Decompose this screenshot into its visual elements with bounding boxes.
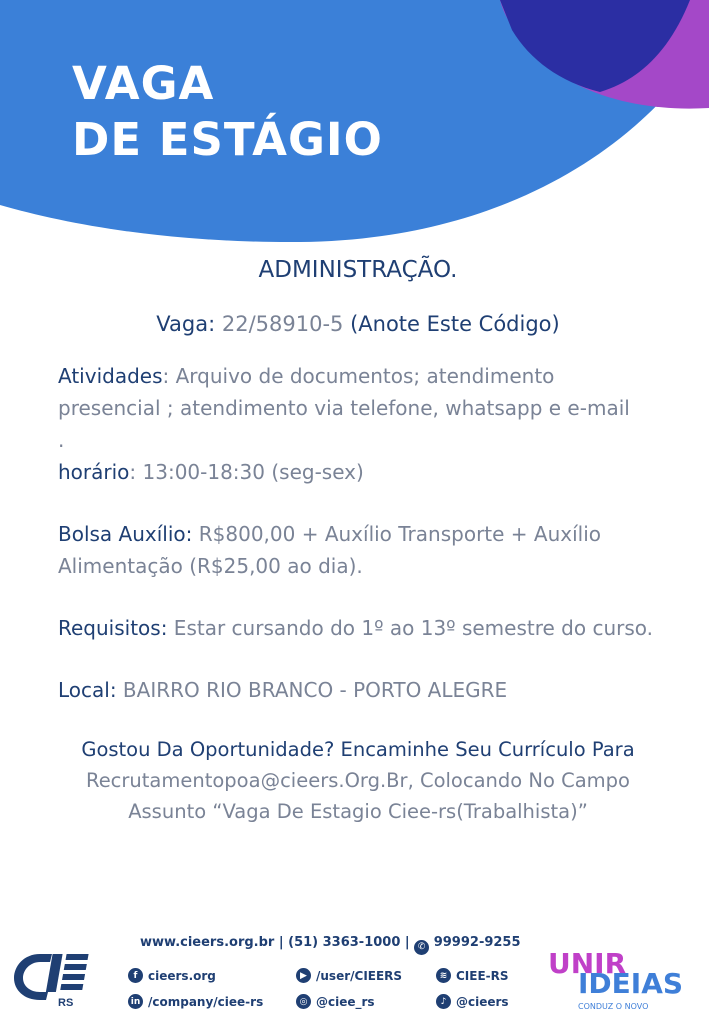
atividades-text: : Arquivo de documentos; atendimento presencial ; atendimento via telefone, whatsapp e e-mail bbox=[58, 364, 630, 420]
vaga-label: Vaga: bbox=[156, 312, 216, 336]
linkedin-link[interactable] bbox=[128, 994, 263, 1009]
vaga-code: 22/58910-5 bbox=[221, 312, 344, 336]
cta-line-1: Gostou Da Oportunidade? Encaminhe Seu Currículo Para bbox=[81, 738, 635, 761]
local-text: BAIRRO RIO BRANCO - PORTO ALEGRE bbox=[116, 678, 508, 702]
requisitos bbox=[58, 612, 658, 644]
tiktok-text: @cieers bbox=[456, 994, 509, 1009]
contact-text[interactable]: www.cieers.org.br | (51) 3363-1000 | bbox=[140, 935, 415, 950]
job-details bbox=[58, 250, 658, 827]
job-title: ADMINISTRAÇÃO. bbox=[258, 257, 458, 283]
page-title bbox=[72, 56, 383, 168]
instagram-icon: ◎ bbox=[296, 994, 311, 1009]
youtube-link[interactable] bbox=[296, 968, 402, 983]
title-line-2: DE ESTÁGIO bbox=[72, 113, 383, 166]
youtube-text: /user/CIEERS bbox=[316, 968, 403, 983]
horario-text: : 13:00-18:30 (seg-sex) bbox=[129, 460, 364, 484]
cta-line-3: Assunto “Vaga De Estagio Ciee-rs(Trabalhista)” bbox=[128, 800, 588, 823]
cta-line-2[interactable]: Recrutamentopoa@cieers.Org.Br, Colocando No Campo bbox=[86, 769, 630, 792]
contact-line bbox=[140, 935, 521, 955]
vaga-note: (Anote Este Código) bbox=[350, 312, 560, 336]
spotify-link[interactable] bbox=[436, 968, 509, 983]
bolsa-label: Bolsa Auxílio: bbox=[58, 522, 193, 546]
facebook-icon: f bbox=[128, 968, 143, 983]
title-line-1: VAGA bbox=[72, 57, 215, 110]
ciee-logo-sub: RS bbox=[58, 997, 74, 1008]
cta bbox=[58, 734, 658, 827]
bolsa-text: R$800,00 + Auxílio Transporte + Auxílio Alimentação (R$25,00 ao dia). bbox=[58, 522, 602, 578]
ciee-logo bbox=[10, 946, 92, 1008]
atividades-dot: . bbox=[58, 428, 65, 452]
facebook-link[interactable] bbox=[128, 968, 216, 983]
instagram-link[interactable] bbox=[296, 994, 375, 1009]
spotify-icon: ≋ bbox=[436, 968, 451, 983]
tiktok-icon: ♪ bbox=[436, 994, 451, 1009]
unir-ideias-tagline: CONDUZ O NOVO bbox=[578, 1002, 649, 1011]
horario-label: horário bbox=[58, 460, 130, 484]
atividades-label: Atividades bbox=[58, 364, 163, 388]
unir-ideias-logo-ideias: IDEIAS bbox=[578, 967, 684, 1000]
whatsapp-icon: ✆ bbox=[414, 940, 429, 955]
local-label: Local: bbox=[58, 678, 117, 702]
whatsapp-number[interactable]: 99992-9255 bbox=[433, 935, 521, 950]
linkedin-text: /company/ciee-rs bbox=[148, 994, 264, 1009]
bolsa bbox=[58, 518, 658, 582]
tiktok-link[interactable] bbox=[436, 994, 509, 1009]
requisitos-text: Estar cursando do 1º ao 13º semestre do curso. bbox=[167, 616, 654, 640]
linkedin-icon: in bbox=[128, 994, 143, 1009]
facebook-text: cieers.org bbox=[148, 968, 216, 983]
youtube-icon: ▶ bbox=[296, 968, 311, 983]
unir-ideias-logo-unir: UNIR bbox=[548, 947, 627, 980]
vaga-line bbox=[58, 308, 658, 340]
instagram-text: @ciee_rs bbox=[316, 994, 375, 1009]
atividades bbox=[58, 360, 658, 456]
spotify-text: CIEE-RS bbox=[456, 968, 509, 983]
footer bbox=[0, 928, 709, 1024]
horario bbox=[58, 456, 658, 488]
local bbox=[58, 674, 658, 706]
requisitos-label: Requisitos: bbox=[58, 616, 168, 640]
